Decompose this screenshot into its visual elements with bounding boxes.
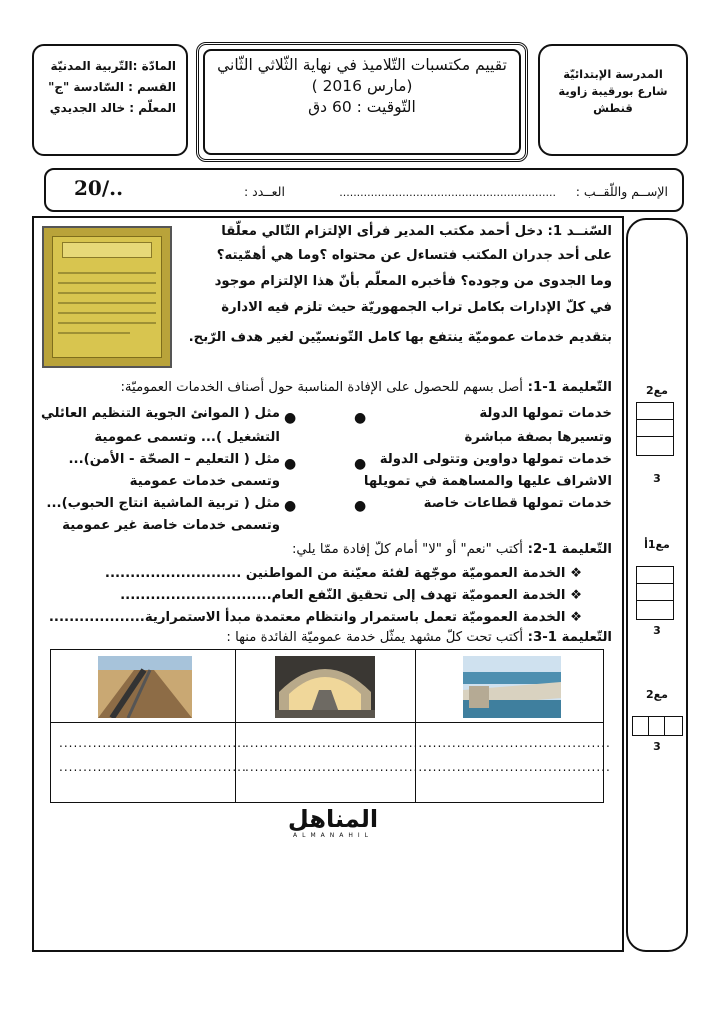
q2-item-3: ❖ الخدمة العموميّة تعمل باستمرار وانتظام معتمدة مبدأ الاستمرارية................... [48, 610, 582, 625]
answer-line-1a[interactable]: ....................................... [59, 736, 247, 750]
doc-line-3: وما الجدوى من وجوده؟ فأخبره المعلّم بأنّ هذا الإلتزام موجود [214, 274, 612, 289]
q1-right-3b: وتسمى خدمات خاصة غير عمومية [62, 518, 280, 533]
doc-line-4: في كلّ الإدارات بكامل تراب الجمهوريّة حيث تلزم فيه الادارة [221, 300, 612, 315]
q1-left-3: خدمات تمولها قطاعات خاصة [423, 496, 612, 511]
score-cell[interactable] [636, 436, 674, 456]
school-line-3: قنطش [593, 101, 633, 115]
dam-photo [463, 656, 561, 718]
score-label: العــدد : [244, 184, 285, 199]
answer-line-3b[interactable]: ....................................... [423, 760, 611, 774]
q1-right-1a: مثل ( الموانئ الجوية التنظيم العائلي [41, 406, 280, 421]
subject-box [32, 44, 188, 156]
q1-right-2b: وتسمى خدمات عمومية [129, 474, 280, 489]
q1-left-1a: خدمات تمولها الدولة [479, 406, 612, 421]
q2-item-1: ❖ الخدمة العموميّة موجّهة لفئة معيّنة من المواطنين ........................... [104, 566, 582, 581]
q3-label: التّعليمة 1-3: [527, 630, 612, 645]
score-cell[interactable] [664, 716, 683, 736]
criterion-3-label: مع2 [646, 688, 668, 701]
name-field[interactable]: .............................................................. [339, 186, 556, 199]
q1-label: التّعليمة 1-1: [527, 380, 612, 395]
pipeline-photo [98, 656, 192, 718]
bullet-dot[interactable]: ● [354, 498, 367, 514]
bullet-dot[interactable]: ● [284, 498, 297, 514]
document-image [42, 226, 172, 368]
answer-line-2a[interactable]: ....................................... [245, 736, 433, 750]
criterion-2-total: 3 [653, 624, 661, 637]
answer-line-1b[interactable]: ....................................... [59, 760, 247, 774]
teacher-line: المعلّم : خالد الجديدي [49, 101, 176, 115]
photo-table [50, 649, 611, 803]
bullet-dot[interactable]: ● [284, 456, 297, 472]
q1-right-2a: مثل ( التعليم – الصحّة - الأمن)... [68, 452, 280, 467]
q1-left-2a: خدمات تمولها دواوين وتتولى الدولة [379, 452, 612, 467]
bullet-dot[interactable]: ● [354, 410, 367, 426]
school-line-1: المدرسة الإبتدائيّة [563, 67, 663, 81]
q3-text: أكتب تحت كلّ مشهد يمثّل خدمة عموميّة الفائدة منها : [226, 630, 524, 645]
criterion-1-label: مع2 [646, 384, 668, 397]
exam-duration: التّوقيت : 60 دق [308, 98, 416, 116]
subject-line: المادّة :التّربية المدنيّة [50, 59, 176, 73]
q2-text: أكتب "نعم" أو "لا" أمام كلّ إفادة ممّا يلي: [291, 542, 524, 557]
q3-instruction [92, 630, 612, 645]
q1-right-1b: التشغيل )... وتسمى عمومية [94, 430, 280, 445]
q2-item-2: ❖ الخدمة العموميّة تهدف إلى تحقيق النّفع العام.............................. [120, 588, 582, 603]
criterion-2-label: مع1أ [644, 538, 670, 551]
logo-text: المناهل [287, 805, 379, 833]
score-value[interactable]: 20/.. [74, 176, 124, 200]
score-cell[interactable] [636, 600, 674, 620]
doc-line-5: بتقديم خدمات عموميّة ينتفع بها كامل التّونسيّين لغير هدف الرّبح. [188, 330, 612, 345]
q1-left-2b: الاشراف عليها والمساهمة في تمويلها [363, 474, 612, 489]
q1-right-3a: مثل ( تربية الماشية انتاج الحبوب)... [46, 496, 280, 511]
criterion-3-total: 3 [653, 740, 661, 753]
name-label: الإســم واللّقــب : [575, 184, 668, 199]
answer-line-2b[interactable]: ....................................... [245, 760, 433, 774]
q1-instruction [92, 380, 612, 395]
q1-left-1b: وتسيرها بصفة مباشرة [464, 430, 612, 445]
q2-instruction [92, 542, 612, 557]
exam-date: (مارس 2016 ) [311, 77, 413, 95]
school-line-2: شارع بورقيبة زاوية [558, 84, 668, 98]
name-bar [44, 168, 684, 212]
logo-subtext: ALMANAHIL [293, 832, 373, 839]
exam-title-box [196, 42, 528, 162]
doc-line-2: على أحد جدران المكتب فتساءل عن محتواه ؟وما هي أهمّيته؟ [216, 248, 612, 263]
q2-label: التّعليمة 1-2: [527, 542, 612, 557]
school-box [538, 44, 688, 156]
exam-title: تقييم مكتسبات التّلاميذ في نهاية الثّلاثي الثّاني [217, 56, 507, 74]
doc-line-1: السّنــد 1: دخل أحمد مكتب المدير فرأى الإلتزام التّالي معلّقا [221, 224, 612, 239]
criterion-1-total: 3 [653, 472, 661, 485]
tunnel-photo [275, 656, 375, 718]
almanahil-logo [272, 806, 394, 840]
bullet-dot[interactable]: ● [354, 456, 367, 472]
class-line: القسم : السّادسة "ج" [48, 80, 176, 94]
bullet-dot[interactable]: ● [284, 410, 297, 426]
answer-line-3a[interactable]: ....................................... [423, 736, 611, 750]
q1-text: أصل بسهم للحصول على الإفادة المناسبة حول أصناف الخدمات العموميّة: [120, 380, 524, 395]
